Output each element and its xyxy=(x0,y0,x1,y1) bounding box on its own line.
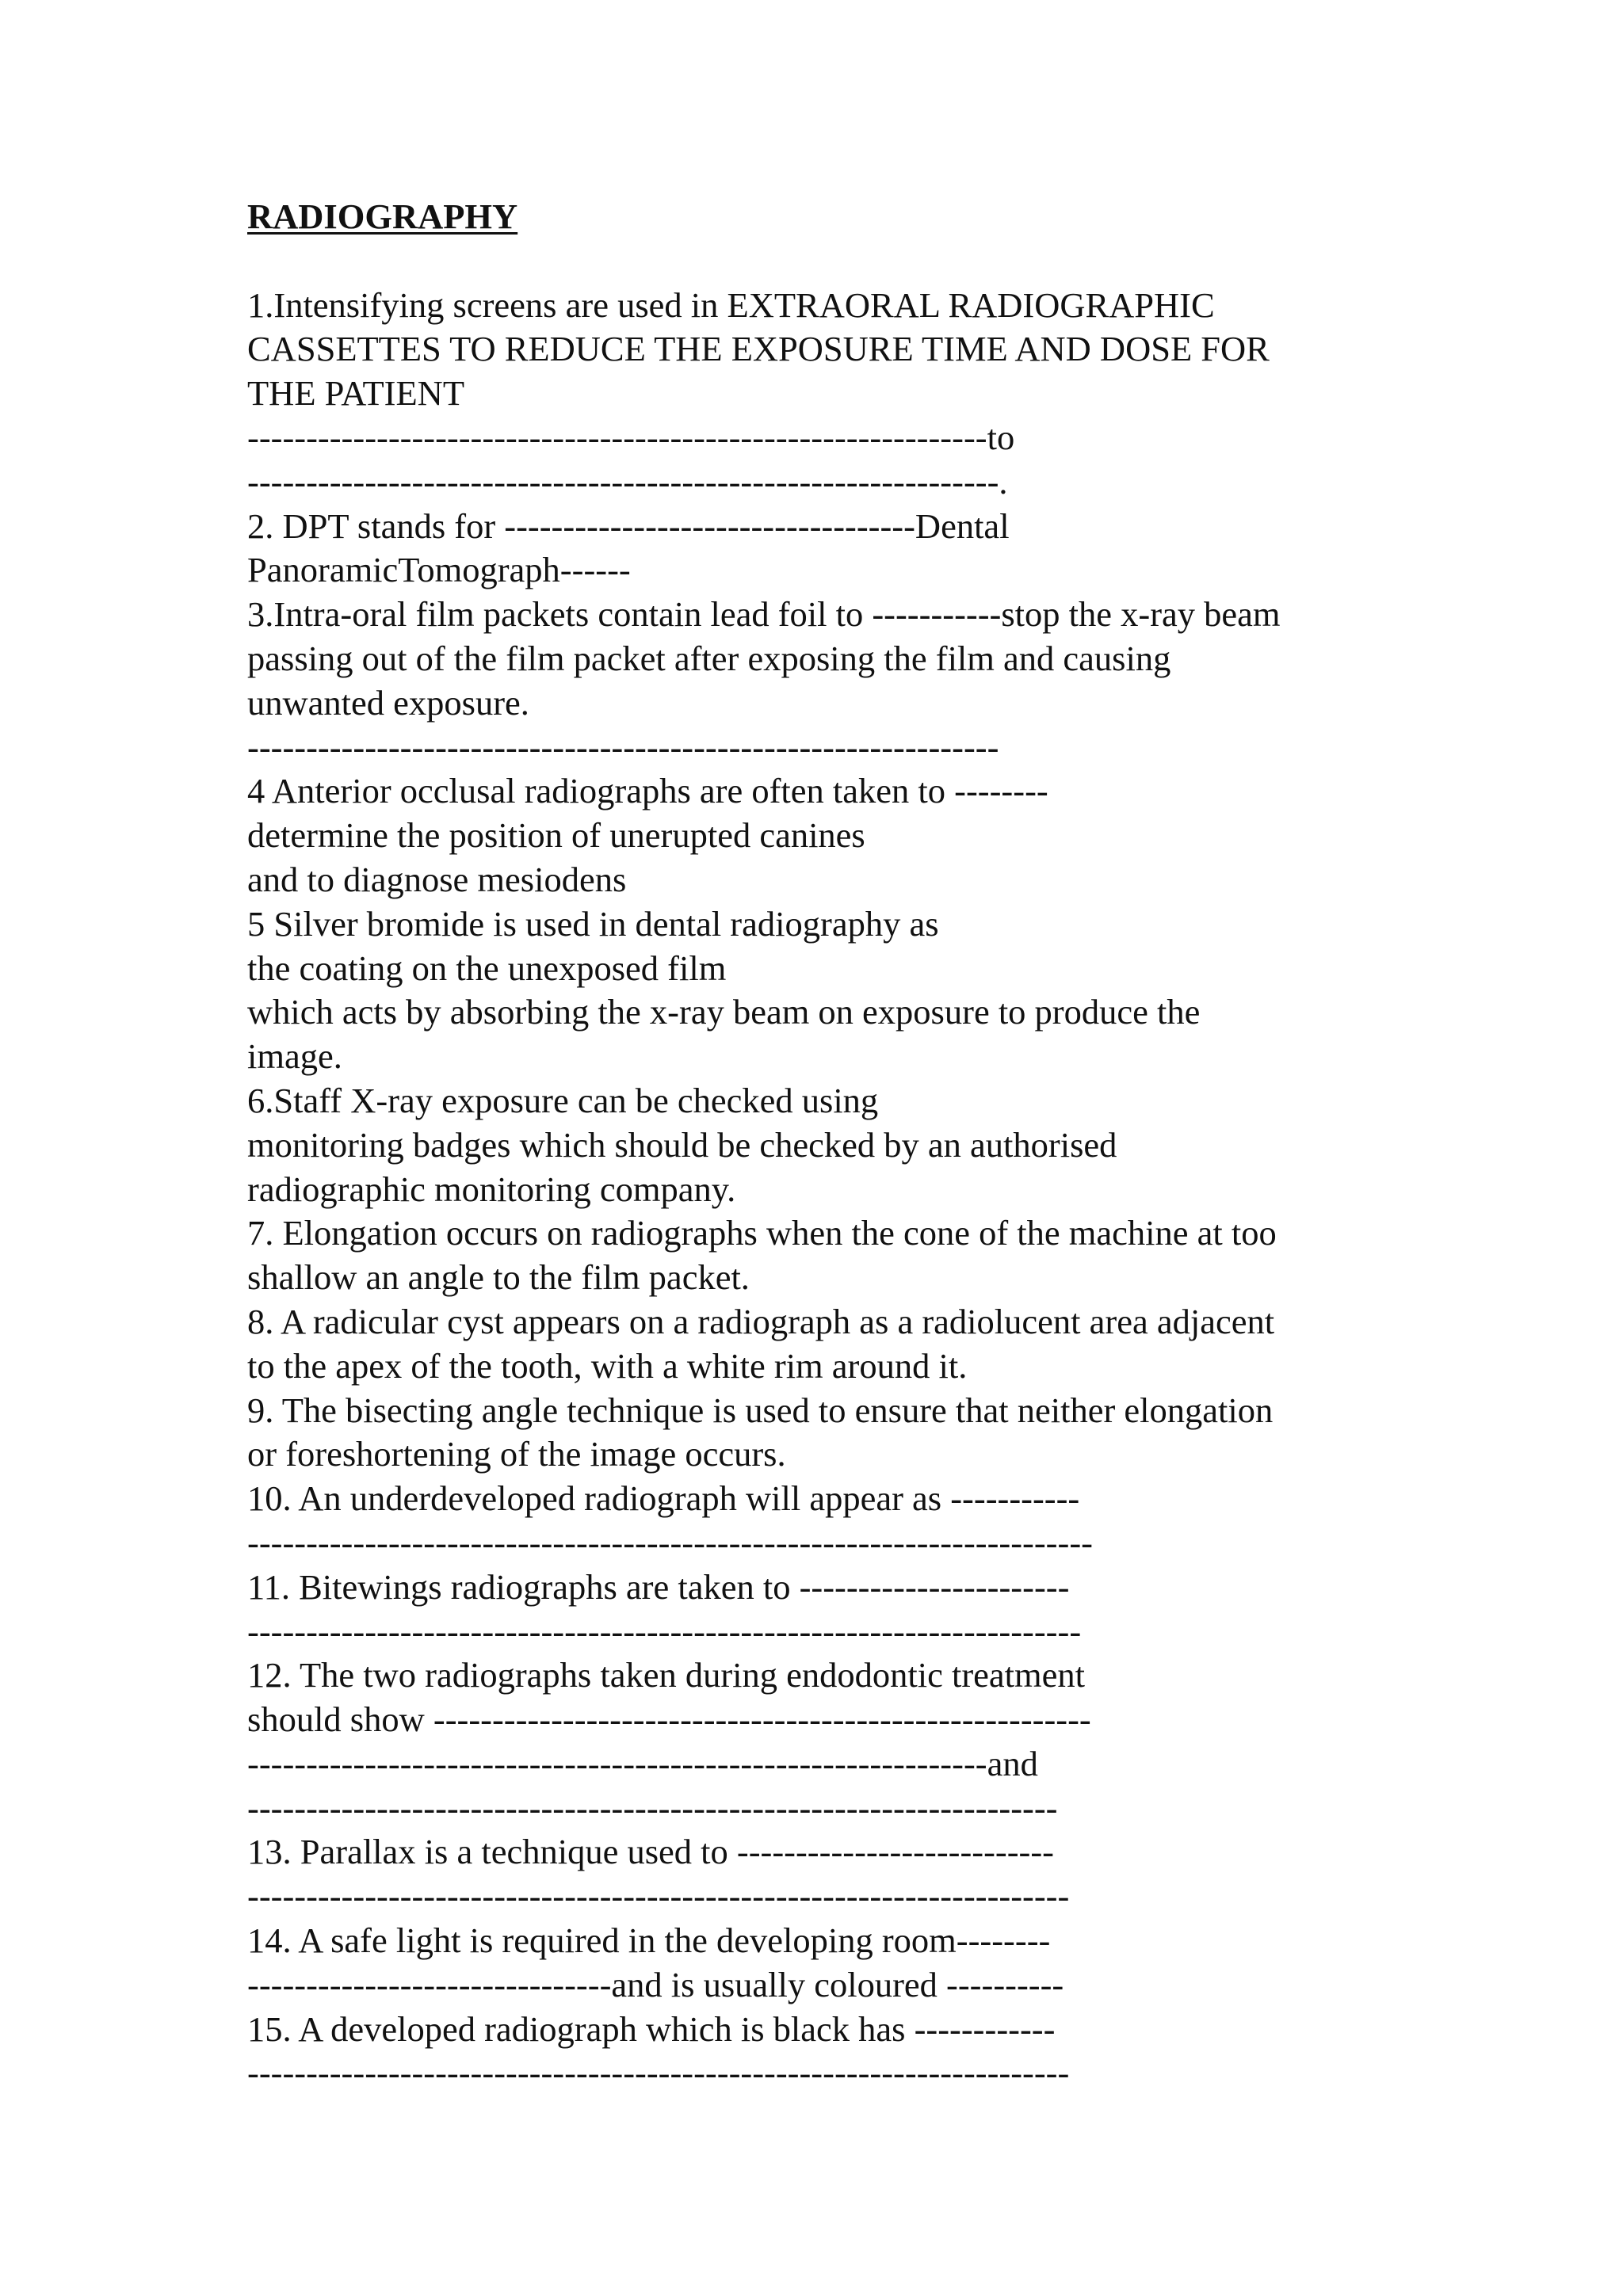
text-line: radiographic monitoring company. xyxy=(247,1169,736,1209)
document-title: RADIOGRAPHY xyxy=(247,196,518,236)
text-line: determine the position of unerupted canines xyxy=(247,815,865,856)
text-line: ---------------------------------------------------------------to xyxy=(247,417,1015,457)
text-line: unwanted exposure. xyxy=(247,682,529,723)
document-lines xyxy=(247,284,1404,2096)
text-line: 5 Silver bromide is used in dental radiography as xyxy=(247,903,939,944)
text-line: which acts by absorbing the x-ray beam on exposure to produce the xyxy=(247,992,1201,1032)
text-line: or foreshortening of the image occurs. xyxy=(247,1434,786,1474)
text-line: 11. Bitewings radiographs are taken to ----------------------- xyxy=(247,1566,1070,1607)
text-line: 8. A radicular cyst appears on a radiograph as a radiolucent area adjacent xyxy=(247,1301,1275,1341)
text-line: passing out of the film packet after exposing the film and causing xyxy=(247,638,1171,678)
text-line: ---------------------------------------------------------------- xyxy=(247,727,999,767)
text-line: -------------------------------and is usually coloured ---------- xyxy=(247,1964,1064,2004)
text-line: the coating on the unexposed film xyxy=(247,948,727,988)
text-line: 4 Anterior occlusal radiographs are often taken to -------- xyxy=(247,771,1048,811)
text-line: 10. An underdeveloped radiograph will appear as ----------- xyxy=(247,1478,1080,1519)
text-line: ----------------------------------------------------------------------- xyxy=(247,1611,1082,1651)
text-line: monitoring badges which should be checked by an authorised xyxy=(247,1124,1117,1165)
text-line: --------------------------------------------------------------------- xyxy=(247,1787,1058,1828)
document-body xyxy=(247,195,1404,2096)
text-line: to the apex of the tooth, with a white rim around it. xyxy=(247,1345,968,1386)
text-line: CASSETTES TO REDUCE THE EXPOSURE TIME AND DOSE FOR xyxy=(247,329,1270,369)
text-line: should show -------------------------------------------------------- xyxy=(247,1699,1091,1740)
text-line: 9. The bisecting angle technique is used to ensure that neither elongation xyxy=(247,1390,1274,1430)
text-line: THE PATIENT xyxy=(247,373,464,414)
text-line: ---------------------------------------------------------------------- xyxy=(247,1876,1070,1917)
text-line: image. xyxy=(247,1036,342,1077)
text-line: 1.Intensifying screens are used in EXTRAORAL RADIOGRAPHIC xyxy=(247,284,1215,325)
text-line: shallow an angle to the film packet. xyxy=(247,1257,750,1298)
text-line: 15. A developed radiograph which is black has ------------ xyxy=(247,2008,1056,2049)
text-line: ------------------------------------------------------------------------ xyxy=(247,1522,1093,1562)
text-line: ----------------------------------------------------------------. xyxy=(247,461,1008,502)
text-line: PanoramicTomograph------ xyxy=(247,550,631,590)
text-line: 2. DPT stands for -----------------------------------Dental xyxy=(247,505,1010,546)
text-line: ---------------------------------------------------------------------- xyxy=(247,2053,1070,2093)
text-line: 3.Intra-oral film packets contain lead foil to -----------stop the x-ray beam xyxy=(247,594,1281,635)
text-line: 12. The two radiographs taken during endodontic treatment xyxy=(247,1655,1086,1695)
text-line: 7. Elongation occurs on radiographs when the cone of the machine at too xyxy=(247,1213,1277,1253)
text-line: 14. A safe light is required in the developing room-------- xyxy=(247,1920,1051,1961)
text-line: 13. Parallax is a technique used to --------------------------- xyxy=(247,1832,1055,1872)
text-line: ---------------------------------------------------------------and xyxy=(247,1743,1038,1783)
text-line: and to diagnose mesiodens xyxy=(247,859,627,899)
text-line: 6.Staff X-ray exposure can be checked using xyxy=(247,1080,879,1120)
